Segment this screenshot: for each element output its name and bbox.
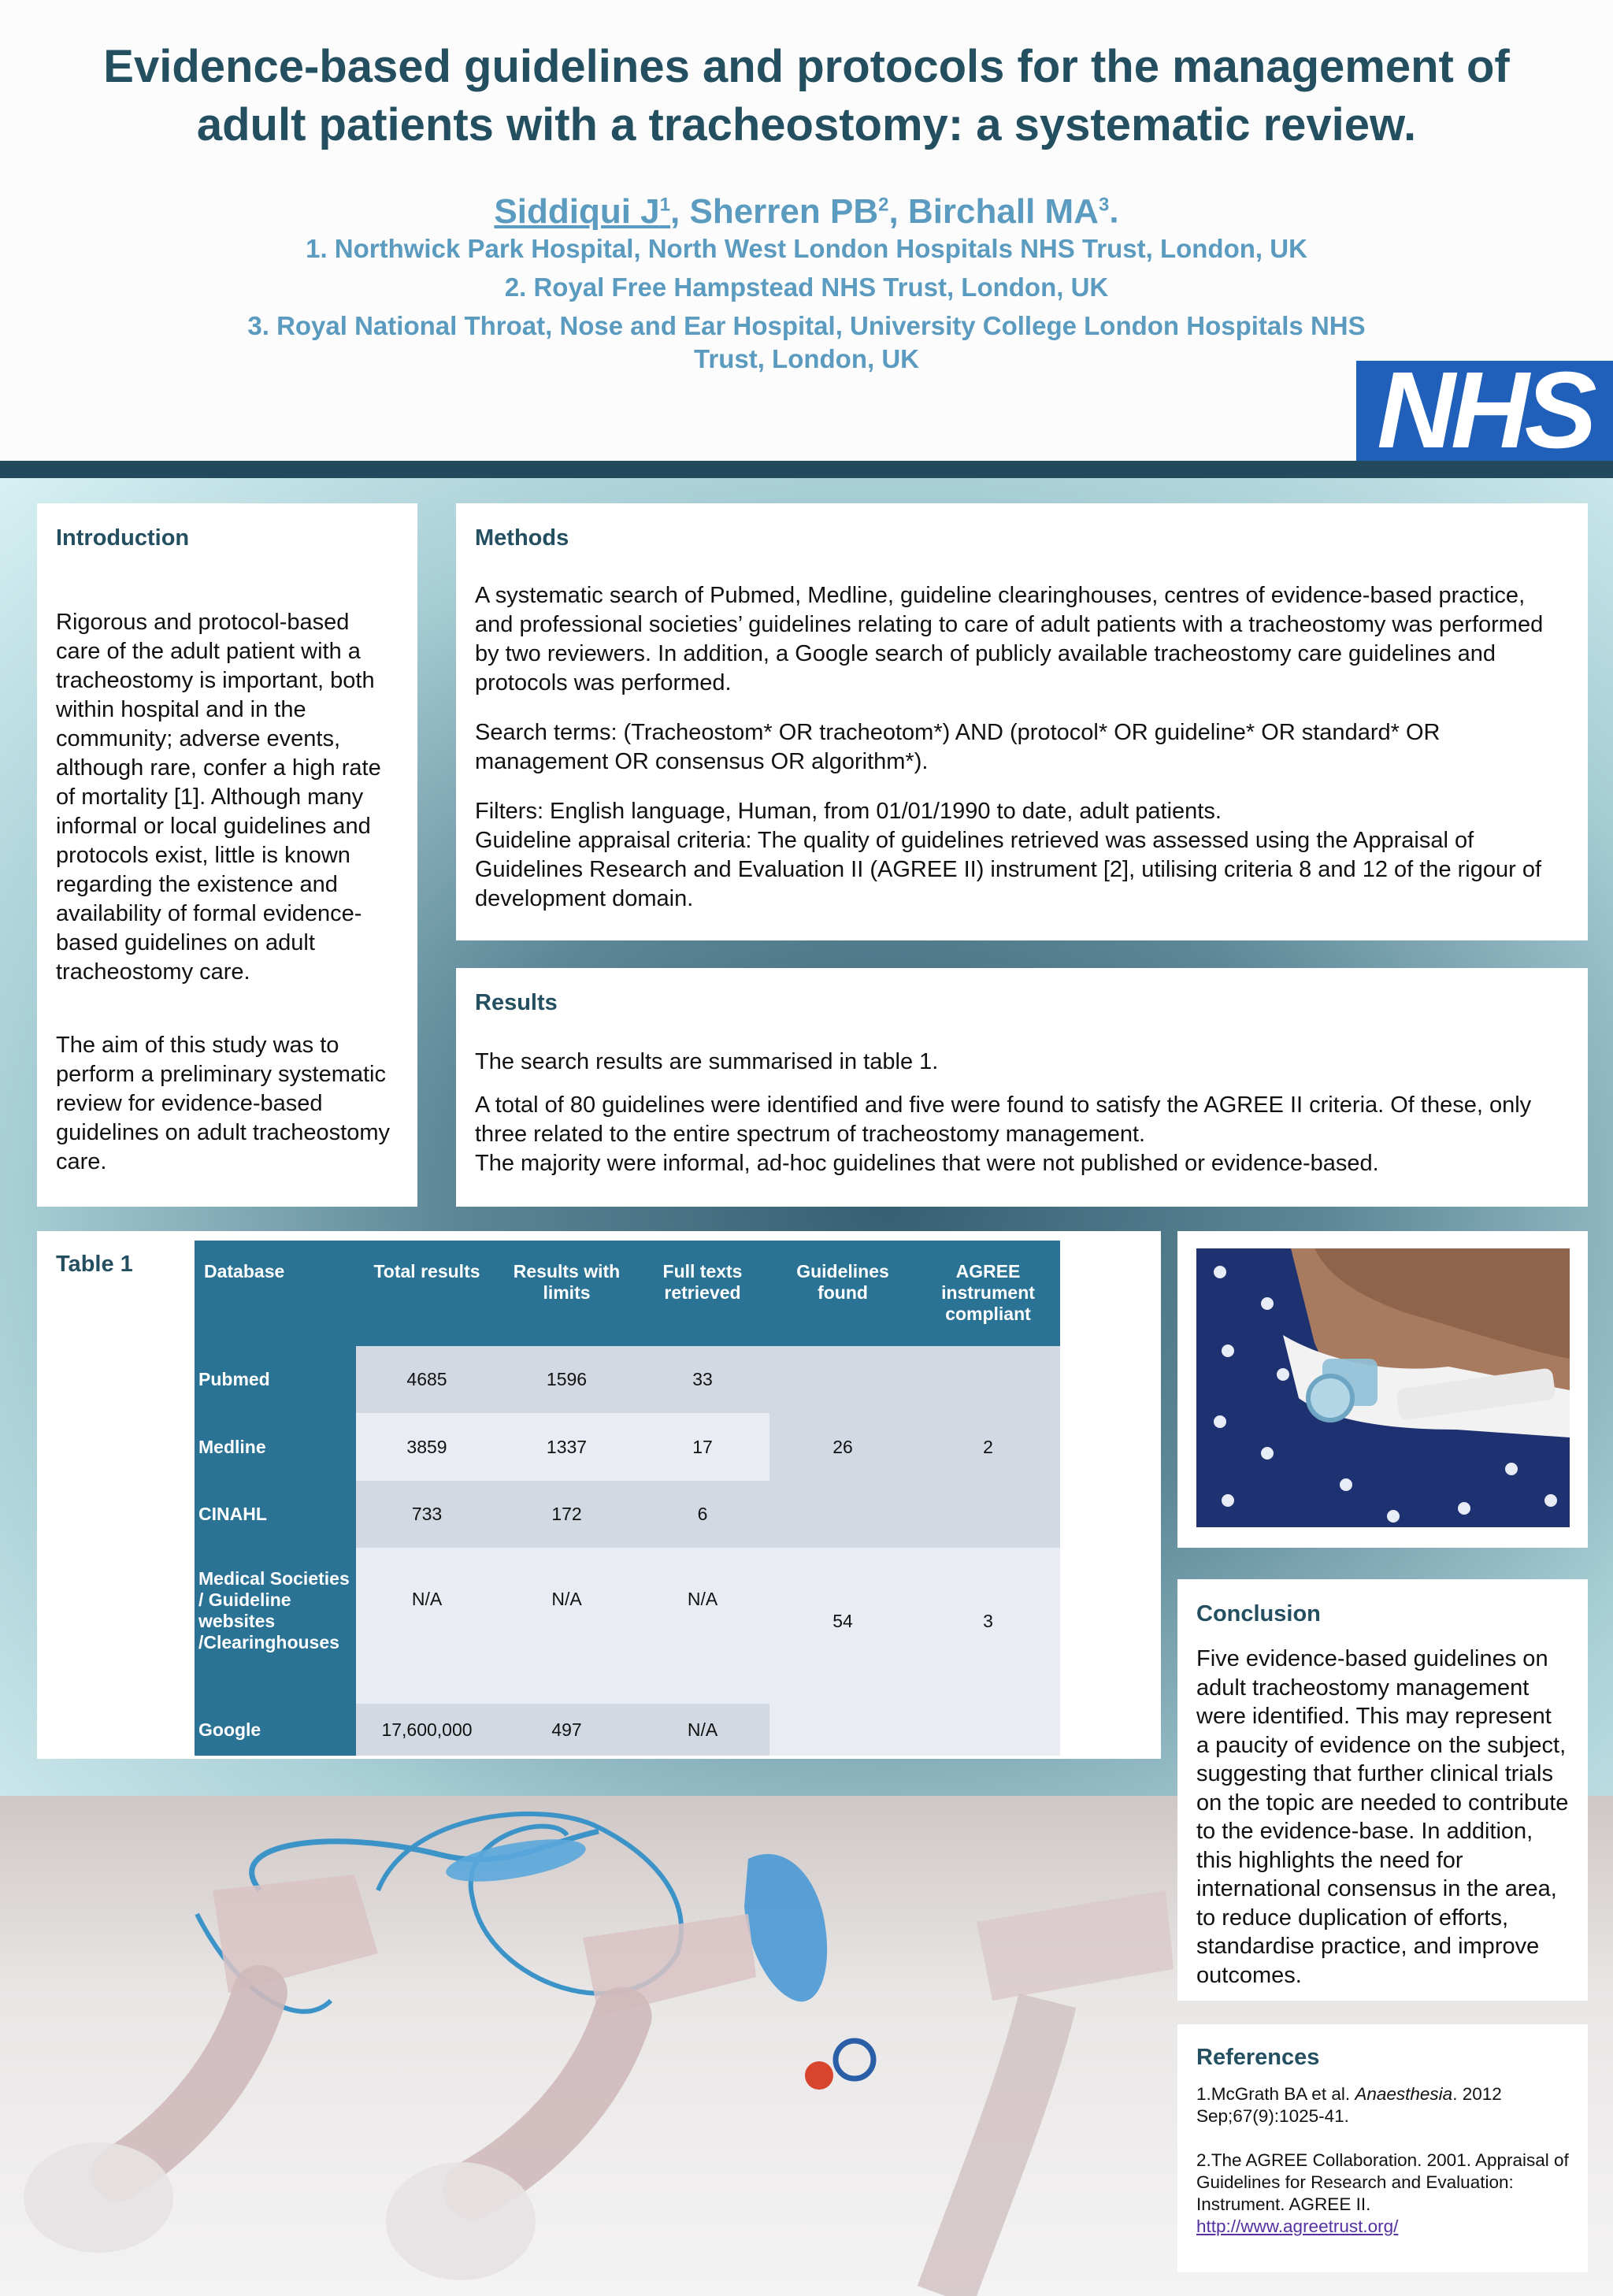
table-panel xyxy=(37,1231,1161,1759)
cell-full-texts: N/A xyxy=(636,1548,769,1704)
references-heading: References xyxy=(1196,2045,1320,2070)
references-panel xyxy=(1177,2024,1588,2272)
table-header-row xyxy=(195,1241,1060,1346)
header-results-with-limits: Results with limits xyxy=(498,1241,636,1346)
cell-guidelines-group-2: 54 xyxy=(769,1548,916,1756)
methods-filters: Filters: English language, Human, from 01/01/1990 to date, adult patients. xyxy=(475,799,1222,824)
cell-total: 3859 xyxy=(356,1413,498,1481)
cell-full-texts: 33 xyxy=(636,1346,769,1413)
cell-total: N/A xyxy=(356,1548,498,1704)
affiliation-2: 2. Royal Free Hampstead NHS Trust, London, UK xyxy=(504,273,1109,302)
introduction-paragraph-1: Rigorous and protocol-based care of the adult patient with a tracheostomy is important, both within hospital and in the community; adverse events, although rare, confer a high rate of mortality [1]. Although many informal or local guidelines and protocols exist, little is known regarding the existence and availability of formal evidence-based guidelines on adult tracheostomy care. xyxy=(56,610,381,985)
agree-trust-link[interactable]: http://www.agreetrust.org/ xyxy=(1196,2216,1399,2236)
cell-agree-group-1: 2 xyxy=(916,1346,1060,1548)
cell-agree-group-2: 3 xyxy=(916,1548,1060,1756)
header-band xyxy=(0,461,1613,478)
affiliation-1: 1. Northwick Park Hospital, North West London Hospitals NHS Trust, London, UK xyxy=(306,234,1307,263)
cell-limits: 1337 xyxy=(498,1413,636,1481)
title-line-2: adult patients with a tracheostomy: a systematic review. xyxy=(196,99,1417,150)
introduction-heading: Introduction xyxy=(56,525,190,551)
row-database: Medline xyxy=(195,1413,356,1481)
header-full-texts: Full texts retrieved xyxy=(636,1241,769,1346)
cell-total: 17,600,000 xyxy=(356,1704,498,1756)
introduction-paragraph-2: The aim of this study was to perform a preliminary systematic review for evidence-based guidelines on adult tracheostomy care. xyxy=(56,1033,390,1174)
cell-limits: 497 xyxy=(498,1704,636,1756)
nhs-logo-text: NHS xyxy=(1377,365,1593,457)
table-row xyxy=(195,1548,1060,1704)
table-row xyxy=(195,1346,1060,1413)
author-sherren: , Sherren $PB^2$ xyxy=(670,191,889,231)
nhs-logo xyxy=(1356,361,1613,462)
reference-1: 1.McGrath BA et al. Anaesthesia. 2012 Sep;67(9):1025-41. xyxy=(1196,2084,1502,2126)
conclusion-text: Five evidence-based guidelines on adult tracheostomy management were identified. This may represent a paucity of evidence on the subject, suggesting that further clinical trials on the topic are needed to contribute to the evidence-base. In addition, this highlights the need for international consensus in the area, to reduce duplication of efforts, standardise practice, and improve outcomes. xyxy=(1196,1646,1569,1988)
cell-limits: 172 xyxy=(498,1481,636,1548)
conclusion-panel xyxy=(1177,1579,1588,2001)
header-total-results: Total results xyxy=(356,1241,498,1346)
cell-total: 4685 xyxy=(356,1346,498,1413)
header-guidelines-found: Guidelines found xyxy=(769,1241,916,1346)
author-siddiqui: Siddiqui $J^1$ xyxy=(494,191,671,231)
author-list: Siddiqui $J^1$, Sherren $PB^2$, Birchall $MA^3$. xyxy=(494,191,1119,231)
poster-header xyxy=(0,0,1613,461)
cell-total: 733 xyxy=(356,1481,498,1548)
methods-paragraph-1: A systematic search of Pubmed, Medline, guideline clearinghouses, centres of evidence-based practice, and professional societies’ guidelines relating to care of adult patients with a tracheostomy was performed by two reviewers. In addition, a Google search of publicly available tracheostomy care guidelines and protocols was performed. xyxy=(475,583,1544,695)
table-caption: Table 1 xyxy=(56,1252,133,1277)
results-paragraph-2: A total of 80 guidelines were identified and five were found to satisfy the AGREE II criteria. Of these, only three related to the entire spectrum of tracheostomy management. xyxy=(475,1092,1532,1147)
row-database: Medical Societies / Guideline websites /Clearinghouses xyxy=(195,1548,356,1704)
results-paragraph-3: The majority were informal, ad-hoc guidelines that were not published or evidence-based. xyxy=(475,1151,1379,1176)
cell-guidelines-group-1: 26 xyxy=(769,1346,916,1548)
results-paragraph-1: The search results are summarised in table 1. xyxy=(475,1049,939,1074)
poster-title xyxy=(47,38,1566,154)
header-agree-compliant: AGREE instrument compliant xyxy=(916,1241,1060,1346)
photo-panel xyxy=(1177,1231,1588,1548)
cell-full-texts: N/A xyxy=(636,1704,769,1756)
tracheostomy-neck-photo xyxy=(1196,1248,1570,1527)
cell-full-texts: 6 xyxy=(636,1481,769,1548)
methods-appraisal-criteria: Guideline appraisal criteria: The quality of guidelines retrieved was assessed using the Appraisal of Guidelines Research and Evaluation II (AGREE II) instrument [2], utilising criteria 8 and 12 of the rigour of development domain. xyxy=(475,828,1542,911)
reference-2: 2.The AGREE Collaboration. 2001. Appraisal of Guidelines for Research and Evaluation: Instrument. AGREE II. http://www.agreetrust.org/ xyxy=(1196,2150,1569,2236)
affiliation-3: 3. Royal National Throat, Nose and Ear Hospital, University College London Hospitals NHS Trust, London, UK xyxy=(247,311,1366,373)
conclusion-heading: Conclusion xyxy=(1196,1601,1321,1626)
header-database: Database xyxy=(195,1241,356,1346)
cell-full-texts: 17 xyxy=(636,1413,769,1481)
methods-search-terms: Search terms: (Tracheostom* OR tracheotom*) AND (protocol* OR guideline* OR standard* OR management OR consensus OR algorithm*). xyxy=(475,720,1441,774)
cell-limits: 1596 xyxy=(498,1346,636,1413)
row-database: CINAHL xyxy=(195,1481,356,1548)
results-panel xyxy=(456,968,1588,1207)
cell-limits: N/A xyxy=(498,1548,636,1704)
title-line-1: Evidence-based guidelines and protocols for the management of xyxy=(103,41,1510,92)
author-birchall: , Birchall $MA^3$ xyxy=(888,191,1110,231)
methods-heading: Methods xyxy=(475,525,569,551)
results-table xyxy=(195,1241,1060,1756)
row-database: Google xyxy=(195,1704,356,1756)
introduction-panel xyxy=(37,503,417,1207)
methods-panel xyxy=(456,503,1588,940)
row-database: Pubmed xyxy=(195,1346,356,1413)
results-heading: Results xyxy=(475,990,558,1015)
